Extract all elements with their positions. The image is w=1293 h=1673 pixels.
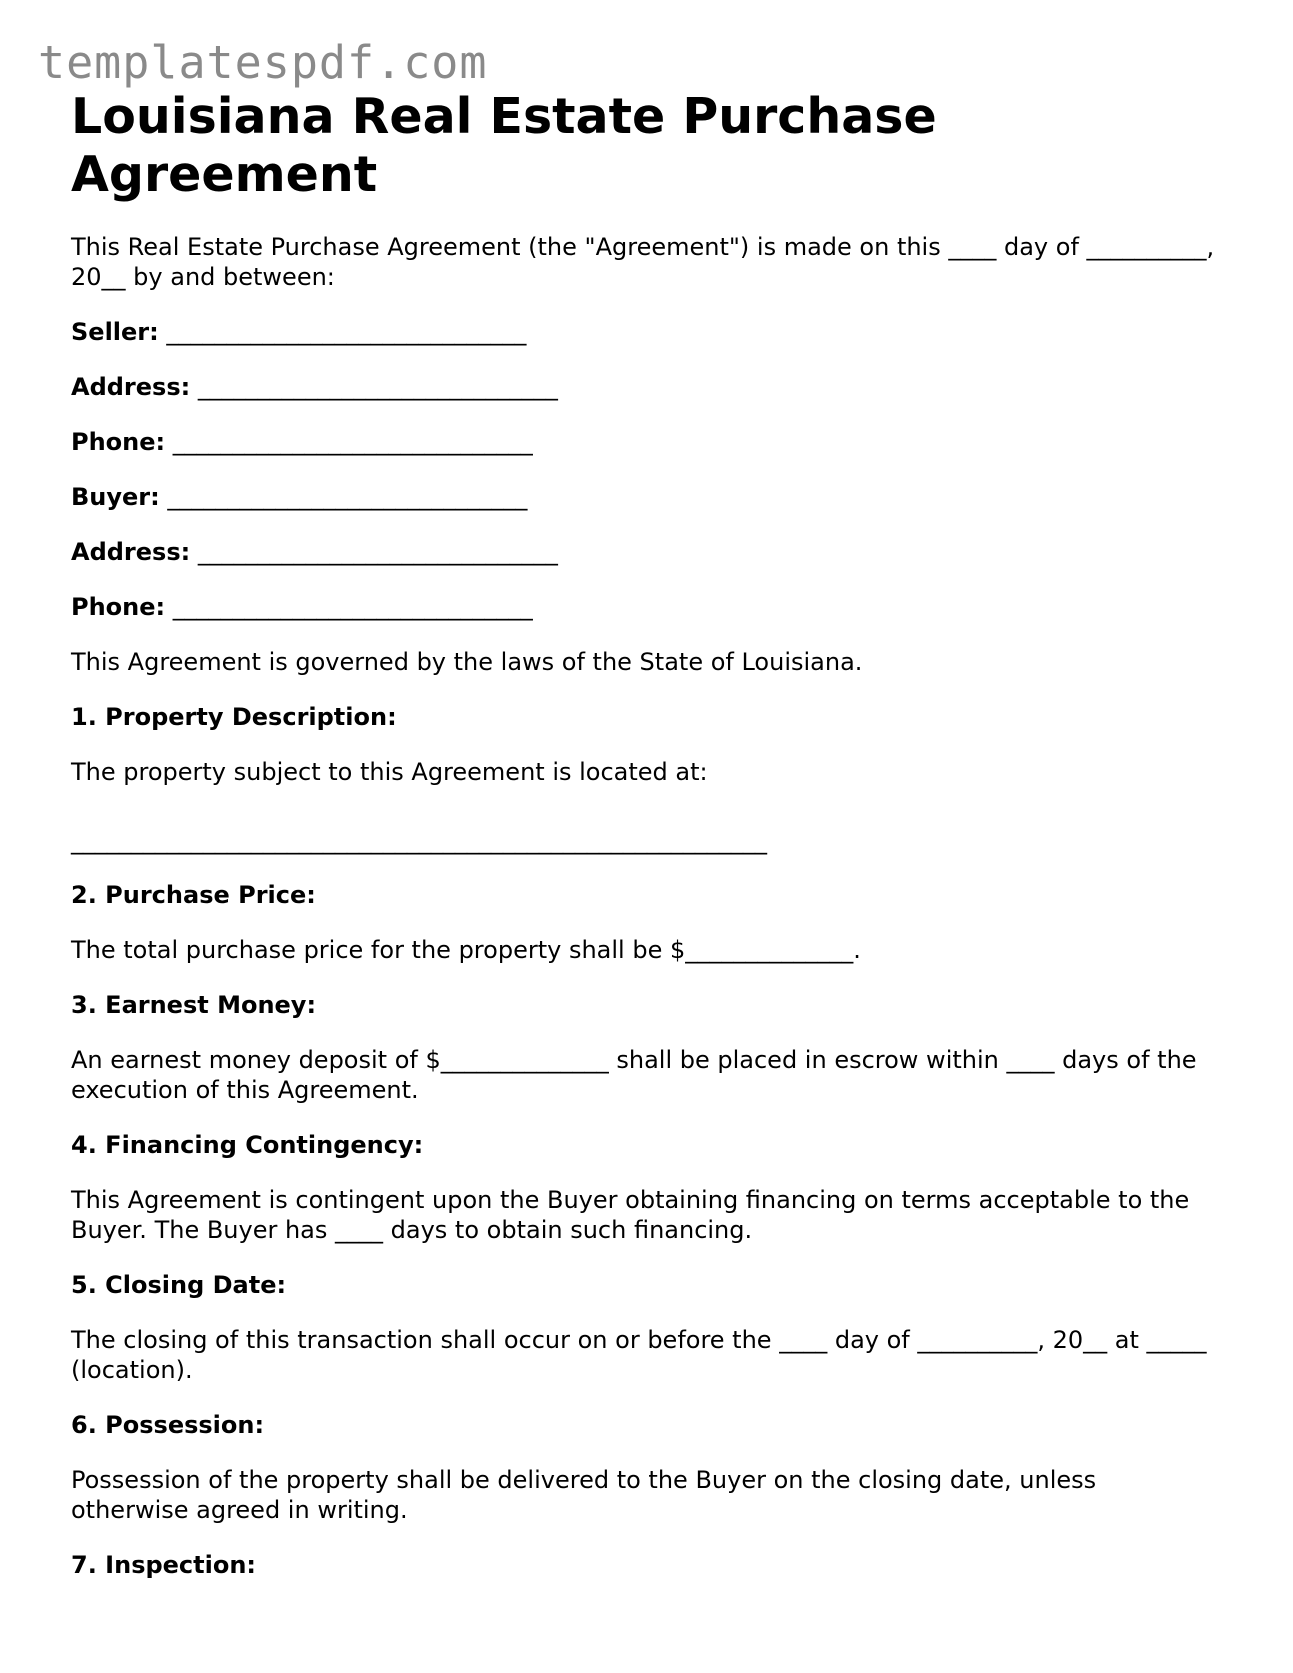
- property-address-blank[interactable]: __________________________________________________________: [71, 827, 767, 855]
- seller-field: [71, 317, 1221, 347]
- section-heading-earnest: 3. Earnest Money:: [71, 991, 317, 1019]
- document-body: [71, 88, 1221, 1605]
- possession-text: Possession of the property shall be delivered to the Buyer on the closing date, unless otherwise agreed in writing.: [71, 1466, 1097, 1524]
- seller-phone-label: Phone:: [71, 428, 166, 456]
- page-title: Louisiana Real Estate Purchase Agreement: [71, 88, 937, 203]
- intro-paragraph: This Real Estate Purchase Agreement (the "Agreement") is made on this ____ day of __________, 20__ by and between:: [71, 233, 1215, 291]
- watermark: templatespdf.com: [38, 36, 488, 89]
- section-heading-inspection: 7. Inspection:: [71, 1551, 257, 1579]
- closing-text: The closing of this transaction shall occur on or before the ____ day of __________, 20__ at _____ (location).: [71, 1326, 1207, 1384]
- buyer-phone-field: [71, 592, 1221, 622]
- section-heading-property: 1. Property Description:: [71, 703, 397, 731]
- seller-phone-blank[interactable]: ______________________________: [172, 428, 533, 456]
- seller-address-blank[interactable]: ______________________________: [197, 373, 558, 401]
- buyer-field: [71, 482, 1221, 512]
- financing-text: This Agreement is contingent upon the Buyer obtaining financing on terms acceptable to the Buyer. The Buyer has ____ days to obtain such financing.: [71, 1186, 1190, 1244]
- seller-blank[interactable]: ______________________________: [166, 318, 527, 346]
- buyer-address-blank[interactable]: ______________________________: [197, 538, 558, 566]
- buyer-phone-blank[interactable]: ______________________________: [172, 593, 533, 621]
- section-heading-financing: 4. Financing Contingency:: [71, 1131, 424, 1159]
- seller-phone-field: [71, 427, 1221, 457]
- seller-label: Seller:: [71, 318, 159, 346]
- price-text: The total purchase price for the property shall be $______________.: [71, 936, 861, 964]
- section-heading-closing: 5. Closing Date:: [71, 1271, 287, 1299]
- property-text: The property subject to this Agreement is located at:: [71, 758, 708, 786]
- buyer-phone-label: Phone:: [71, 593, 166, 621]
- earnest-text: An earnest money deposit of $______________ shall be placed in escrow within ____ days of the execution of this Agreement.: [71, 1046, 1197, 1104]
- seller-address-label: Address:: [71, 373, 191, 401]
- buyer-address-field: [71, 537, 1221, 567]
- seller-address-field: [71, 372, 1221, 402]
- section-heading-price: 2. Purchase Price:: [71, 881, 316, 909]
- governing-law-text: This Agreement is governed by the laws of the State of Louisiana.: [71, 648, 863, 676]
- buyer-address-label: Address:: [71, 538, 191, 566]
- buyer-blank[interactable]: ______________________________: [167, 483, 528, 511]
- section-heading-possession: 6. Possession:: [71, 1411, 265, 1439]
- buyer-label: Buyer:: [71, 483, 160, 511]
